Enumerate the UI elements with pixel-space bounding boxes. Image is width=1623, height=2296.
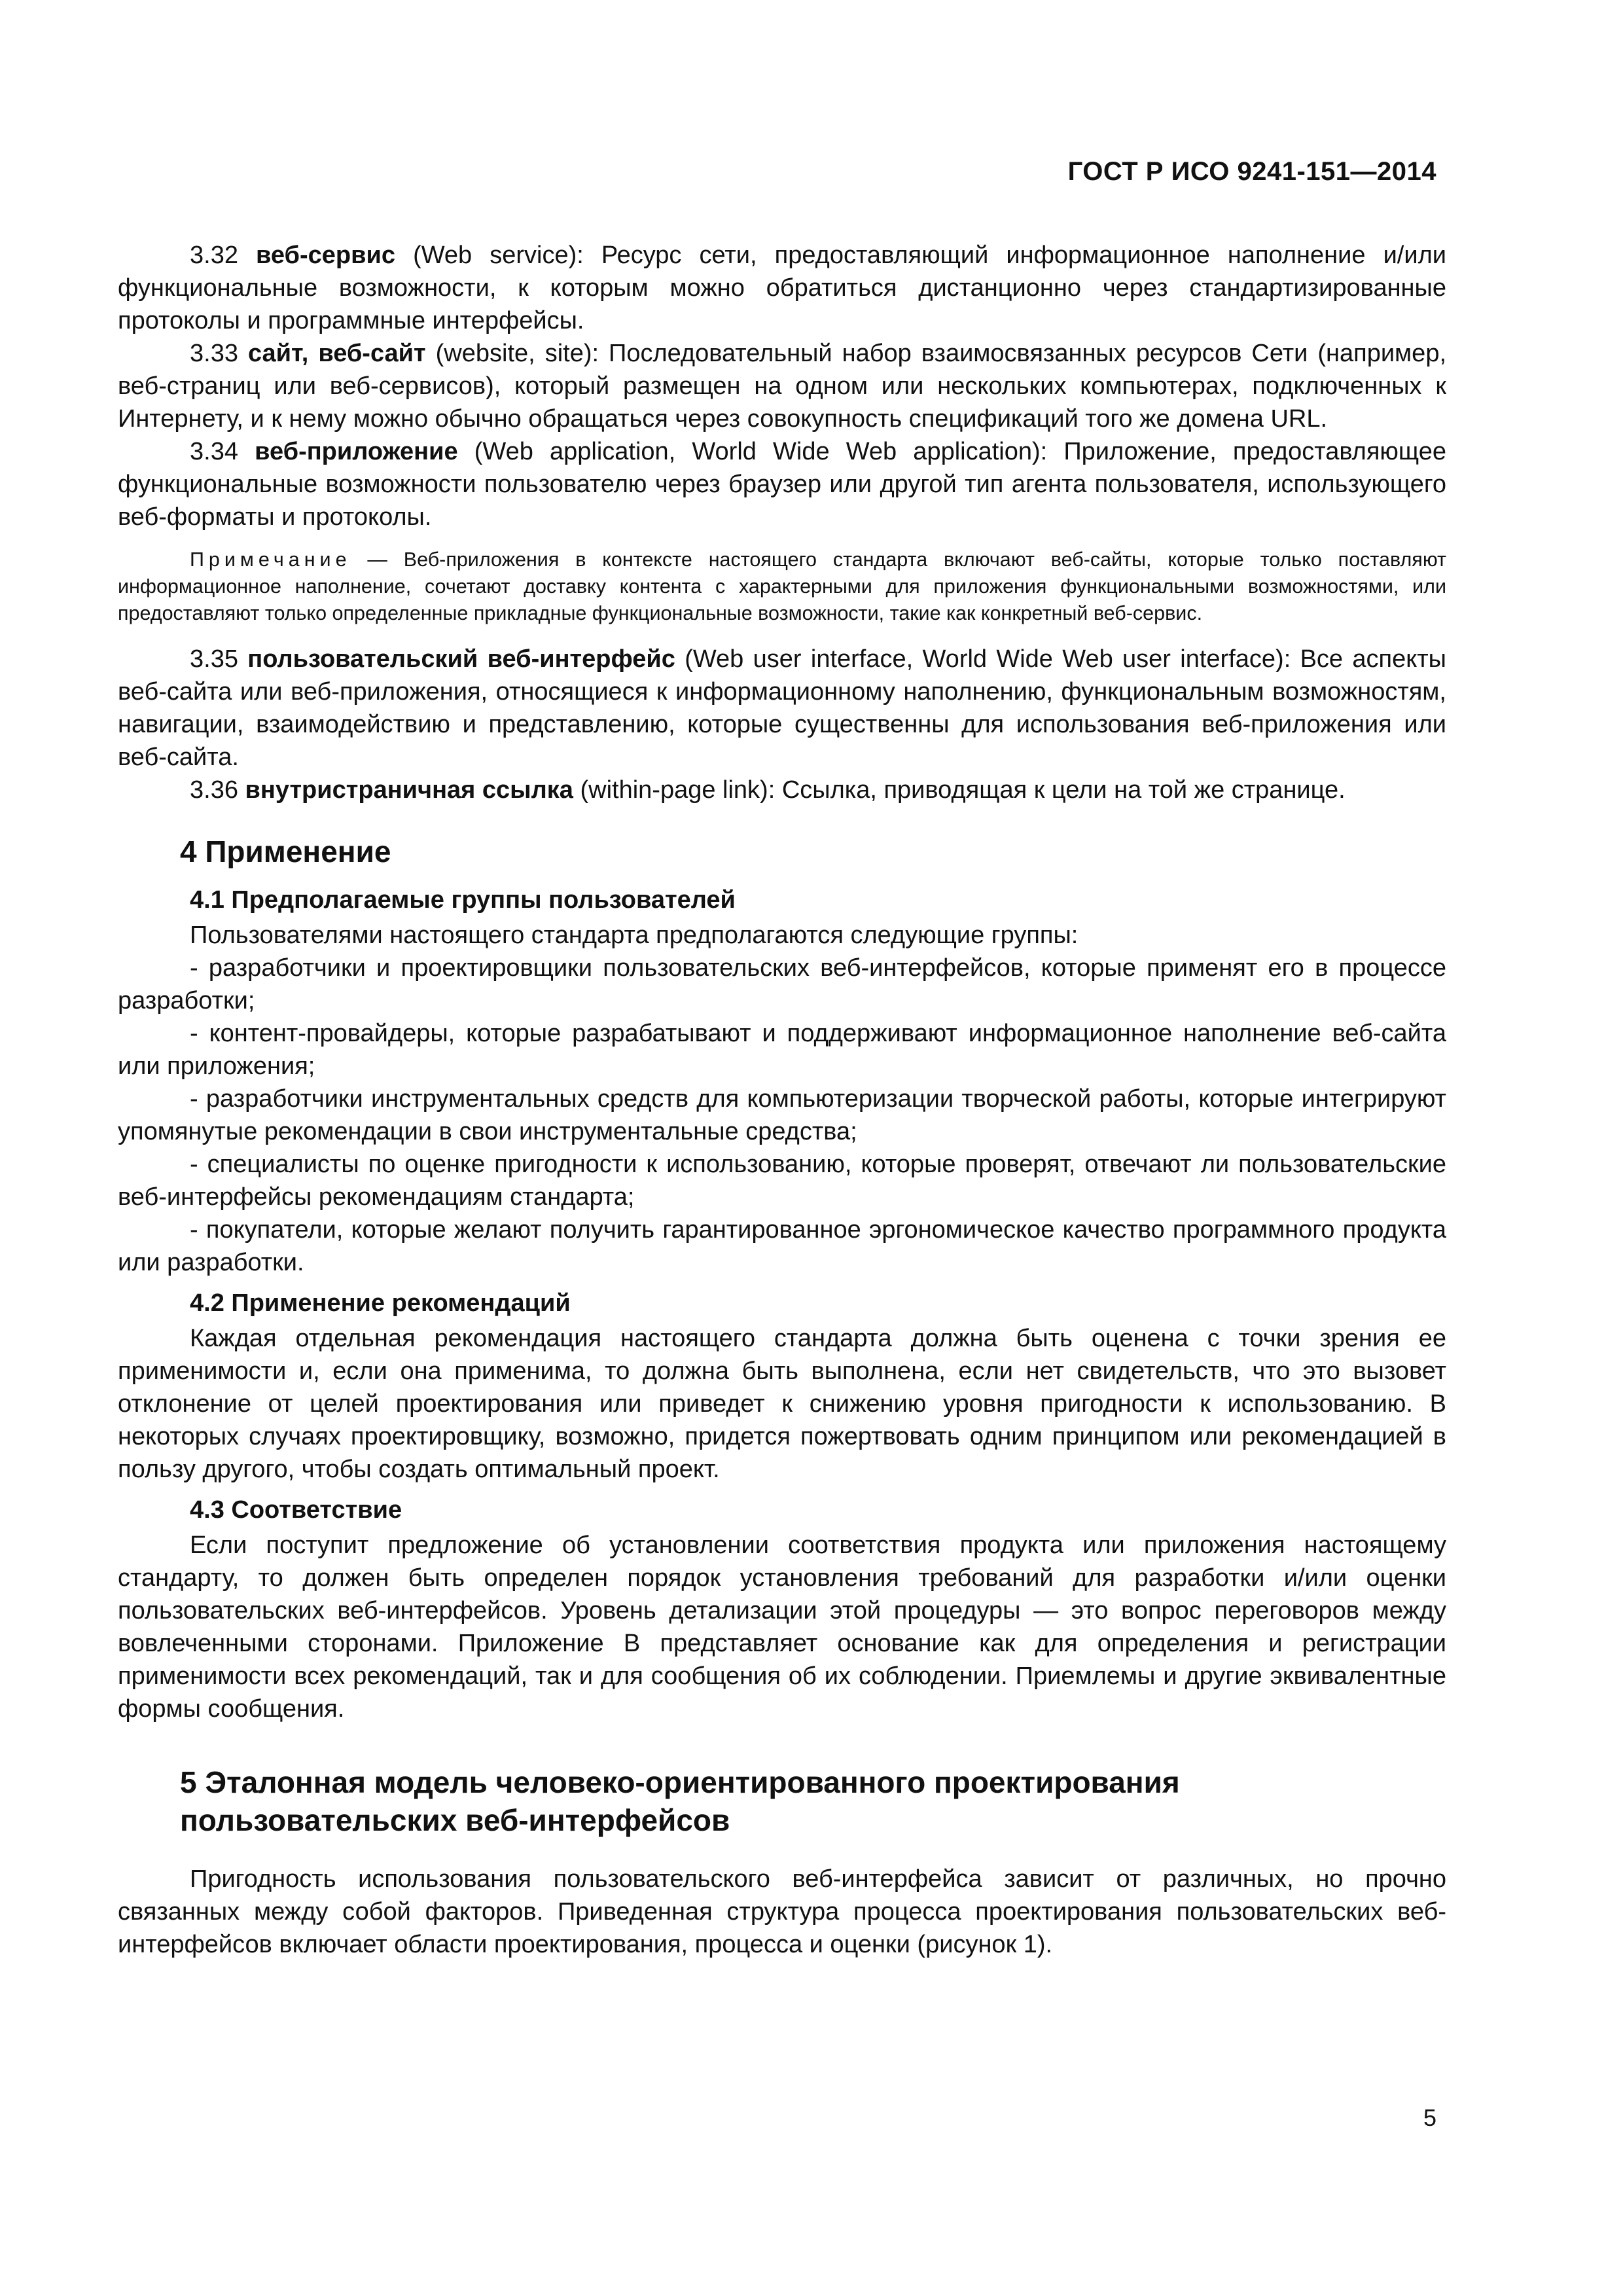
term-3-36 — [118, 774, 1446, 806]
list-item: - контент-провайдеры, которые разрабатывают и поддерживают информационное наполнение веб-сайта или приложения; — [118, 1020, 1446, 1080]
section-5-heading — [180, 1763, 1446, 1839]
term-definition: (Web user interface, World Wide Web user interface): Все аспекты веб-сайта или веб-приложения, относящиеся к информационному наполнению, функциональным возможностям, навигации, взаимодействию и представлению, которые существенны для использования веб-приложения или веб-сайта. — [118, 645, 1446, 771]
section-5-heading-line-2: пользовательских веб-интерфейсов — [180, 1803, 730, 1837]
term-number: 3.35 — [190, 645, 238, 673]
term-3-35 — [118, 643, 1446, 774]
subsection-4-3-text: Если поступит предложение об установлении соответствия продукта или приложения настоящему стандарту, то должен быть определен порядок установления требований для разработки и/или оценки пользовательских веб-интерфейсов. Уровень детализации этой процедуры — это вопрос переговоров между вовлеченными сторонами. Приложение В представляет основание как для определения и регистрации применимости всех рекомендаций, так и для сообщения об их соблюдении. Приемлемы и другие эквивалентные формы сообщения. — [118, 1532, 1446, 1723]
section-5-heading-line-1: 5 Эталонная модель человеко-ориентированного проектирования — [180, 1765, 1180, 1799]
subsection-4-3-heading: 4.3 Соответствие — [190, 1496, 402, 1524]
list-item: - специалисты по оценке пригодности к использованию, которые проверят, отвечают ли пользовательские веб-интерфейсы рекомендациям стандарта; — [118, 1151, 1446, 1211]
term-name: веб-сервис — [256, 242, 395, 269]
note-text: — Веб-приложения в контексте настоящего стандарта включают веб-сайты, которые только поставляют информационное наполнение, сочетают доставку контента с характерными для приложения функциональными возможностями, или предоставляют только определенные прикладные функциональные возможности, такие как конкретный веб-сервис. — [118, 548, 1446, 624]
subsection-4-2-text: Каждая отдельная рекомендация настоящего стандарта должна быть оценена с точки зрения ее применимости и, если она применима, то должна быть выполнена, если нет свидетельств, что это вызовет отклонение от целей проектирования или приведет к снижению уровня пригодности к использованию. В некоторых случаях проектировщику, возможно, придется пожертвовать одним принципом или рекомендацией в пользу другого, чтобы создать оптимальный проект. — [118, 1325, 1446, 1483]
term-definition: (Web service): Ресурс сети, предоставляющий информационное наполнение и/или функциональные возможности, к которым можно обратиться дистанционно через стандартизированные протоколы и программные интерфейсы. — [118, 242, 1446, 334]
list-item: - разработчики и проектировщики пользовательских веб-интерфейсов, которые применят его в процессе разработки; — [118, 954, 1446, 1014]
subsection-4-1-intro: Пользователями настоящего стандарта предполагаются следующие группы: — [190, 922, 1079, 949]
subsection-4-2-heading: 4.2 Применение рекомендаций — [190, 1289, 571, 1317]
term-name: внутристраничная ссылка — [245, 776, 573, 804]
subsection-4-1-heading: 4.1 Предполагаемые группы пользователей — [190, 886, 736, 914]
term-3-33 — [118, 337, 1446, 435]
term-definition: (within-page link): Ссылка, приводящая к цели на той же странице. — [573, 776, 1346, 804]
list-item: - покупатели, которые желают получить гарантированное эргономическое качество программного продукта или разработки. — [118, 1216, 1446, 1276]
term-number: 3.32 — [190, 242, 238, 269]
term-name: пользовательский веб-интерфейс — [247, 645, 675, 673]
term-definition: (website, site): Последовательный набор взаимосвязанных ресурсов Сети (например, веб-страниц или веб-сервисов), который размещен на одном или нескольких компьютерах, подключенных к Интернету, и к нему можно обычно обращаться через совокупность спецификаций того же домена URL. — [118, 340, 1447, 433]
section-5-text: Пригодность использования пользовательского веб-интерфейса зависит от различных, но прочно связанных между собой факторов. Приведенная структура процесса проектирования пользовательских веб-интерфейсов включает области проектирования, процесса и оценки (рисунок 1). — [118, 1865, 1446, 1958]
page-number: 5 — [1423, 2104, 1436, 2131]
term-name: веб-приложение — [255, 438, 458, 465]
term-3-34 — [118, 435, 1446, 533]
term-number: 3.33 — [190, 340, 238, 367]
document-code: ГОСТ Р ИСО 9241-151—2014 — [1067, 157, 1436, 186]
note — [118, 547, 1446, 627]
section-4-heading: 4 Применение — [180, 834, 391, 869]
page-body — [118, 239, 1446, 1961]
term-number: 3.34 — [190, 438, 238, 465]
note-label: Примечание — [190, 548, 351, 571]
term-3-32 — [118, 239, 1446, 337]
term-number: 3.36 — [190, 776, 238, 804]
list-item: - разработчики инструментальных средств для компьютеризации творческой работы, которые интегрируют упомянутые рекомендации в свои инструментальные средства; — [118, 1085, 1446, 1145]
term-name: сайт, веб-сайт — [247, 340, 426, 367]
term-definition: (Web application, World Wide Web application): Приложение, предоставляющее функциональные возможности пользователю через браузер или другой тип агента пользователя, использующего веб-форматы и протоколы. — [118, 438, 1447, 531]
